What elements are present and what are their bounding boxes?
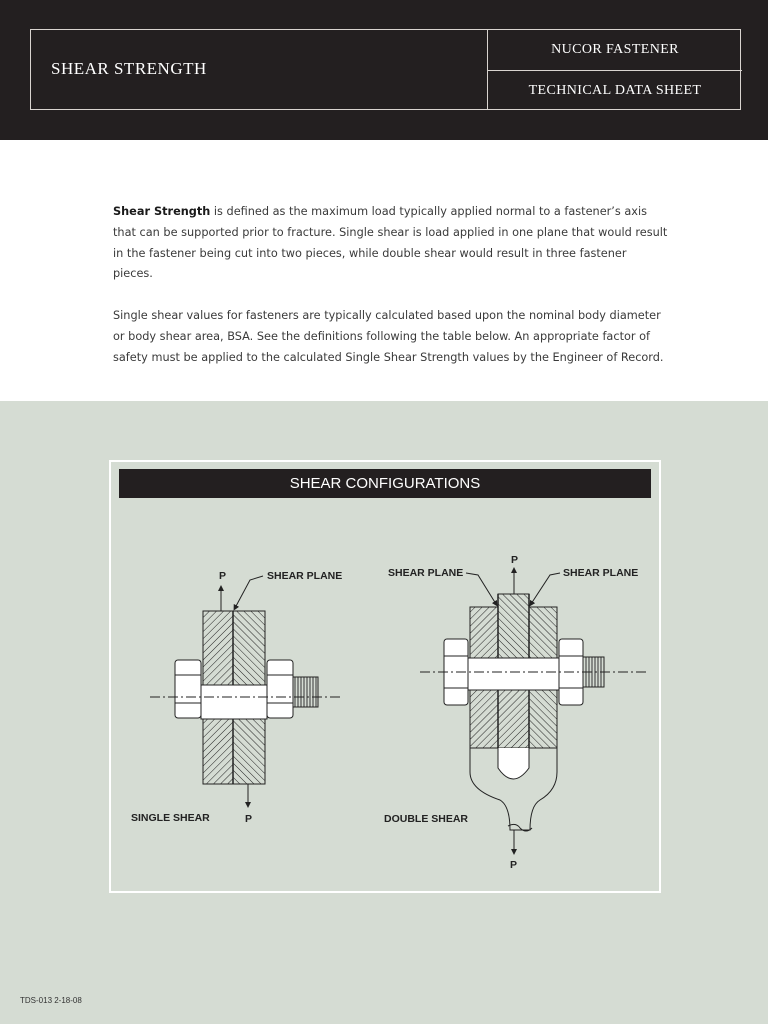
single-shear-plane-label: SHEAR PLANE (267, 570, 343, 582)
double-center-plate-lower (498, 690, 529, 748)
single-bolt-head (175, 660, 201, 718)
document-type: TECHNICAL DATA SHEET (528, 83, 702, 98)
single-load-label-top: P (219, 570, 227, 582)
single-bolt-shank (201, 685, 267, 719)
double-clevis-left-upper (470, 607, 498, 658)
center-plate-tab (498, 748, 529, 779)
double-clevis-right-upper (529, 607, 557, 658)
double-shear-plane-label-right: SHEAR PLANE (563, 567, 639, 579)
double-shear-caption: DOUBLE SHEAR (384, 813, 469, 825)
single-plate-right-lower (233, 719, 265, 784)
defined-term: Shear Strength (113, 205, 211, 218)
double-shear-plane-label-left: SHEAR PLANE (388, 567, 464, 579)
double-bolt-shank (468, 658, 559, 690)
document-code: TDS-013 2-18-08 (20, 996, 82, 1005)
definition-text: is defined as the maximum load typically applied normal to a fastener’s axis that can be supported prior to fracture. Single shear is load applied in one plane that would result in the fastener being cut into two pieces, while double shear would result in three fastener pieces. (113, 205, 668, 281)
panel-title: SHEAR CONFIGURATIONS (119, 469, 651, 498)
single-load-label-bottom: P (245, 813, 253, 825)
single-thread (293, 677, 318, 707)
double-shear-plane-leader-left (466, 573, 496, 604)
page-title: SHEAR STRENGTH (51, 59, 207, 78)
double-load-label-top: P (511, 554, 519, 566)
double-shear-diagram (420, 570, 646, 852)
double-shear-plane-leader-right (531, 573, 560, 604)
single-shear-diagram (150, 576, 340, 805)
single-nut (267, 660, 293, 718)
double-clevis-right-lower (529, 690, 557, 748)
single-plate-right-upper (233, 611, 265, 685)
single-shear-caption: SINGLE SHEAR (131, 812, 210, 824)
double-clevis-left-lower (470, 690, 498, 748)
company-name: NUCOR FASTENER (488, 30, 742, 71)
single-plate-left-lower (203, 719, 233, 784)
intro-paragraph-2: Single shear values for fasteners are typically calculated based upon the nominal body diameter or body shear area, BSA. See the definitions following the table below. An appropriate factor of safety must be applied to the calculated Single Shear Strength values by the Engineer of Record. (113, 309, 664, 364)
single-shear-plane-leader (235, 576, 263, 608)
double-load-label-bottom: P (510, 859, 518, 871)
single-plate-left-upper (203, 611, 233, 685)
double-center-plate-upper (498, 594, 529, 658)
